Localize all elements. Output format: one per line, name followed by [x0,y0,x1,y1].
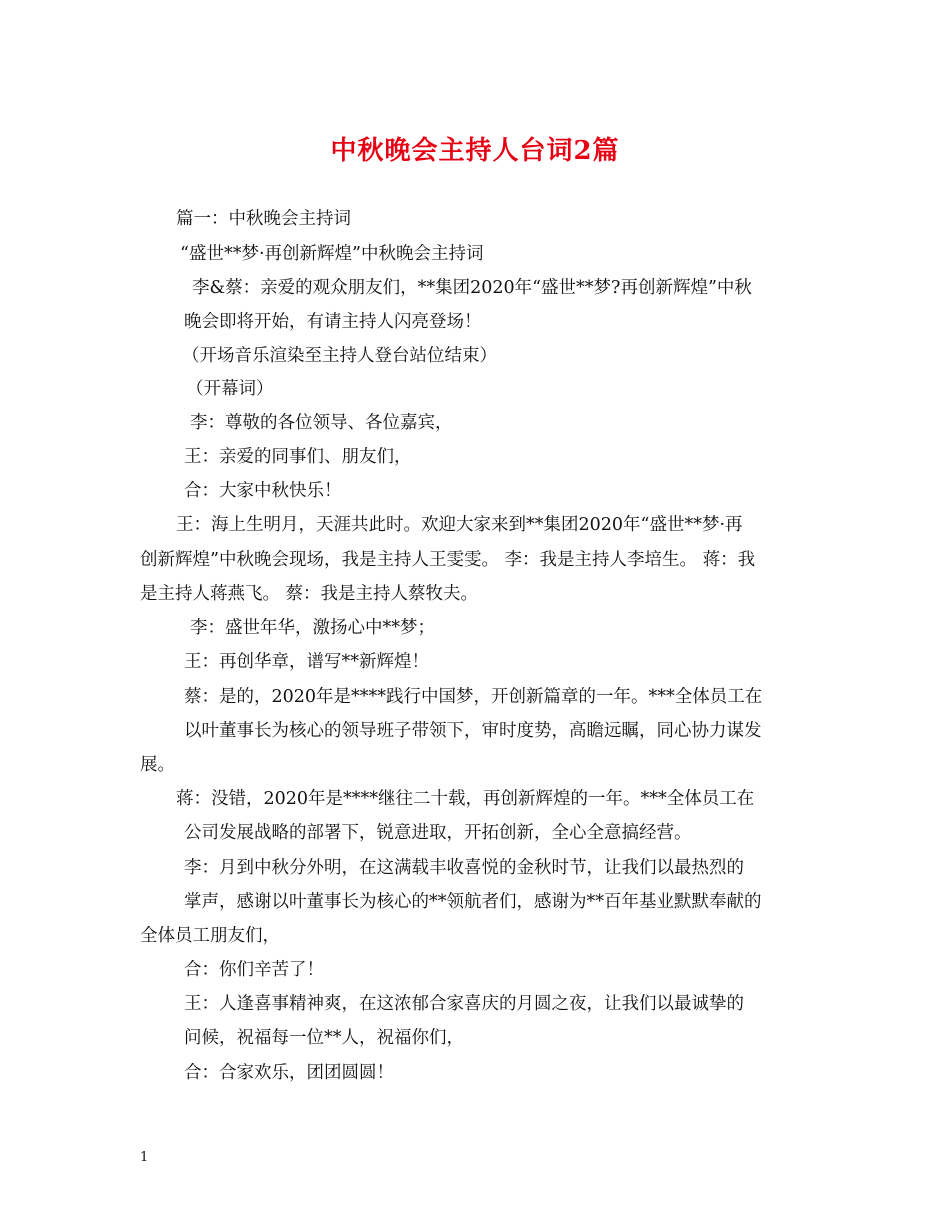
body-line: 合：大家中秋快乐！ [184,481,342,501]
body-line: 掌声，感谢以叶董事长为核心的**领航者们，感谢为**百年基业默默奉献的 [184,892,762,912]
body-line: 王：人逢喜事精神爽，在这浓郁合家喜庆的月圆之夜，让我们以最诚挚的 [184,994,744,1014]
body-line: 李&蔡：亲爱的观众朋友们，**集团2020年“盛世**梦?再创新辉煌”中秋 [192,278,752,298]
body-line: 晚会即将开始，有请主持人闪亮登场！ [184,312,482,332]
body-line: 李：月到中秋分外明，在这满载丰收喜悦的金秋时节，让我们以最热烈的 [184,858,744,878]
body-line: 公司发展战略的部署下，锐意进取，开拓创新，全心全意搞经营。 [184,823,692,843]
body-line: 王：再创华章，谱写**新辉煌！ [184,652,429,672]
body-line: （开幕词） [186,379,274,399]
body-line: 蒋：没错，2020年是****继往二十载，再创新辉煌的一年。***全体员工在 [176,789,755,809]
body-line: 展。 [140,755,175,775]
body-line: 李：尊敬的各位领导、各位嘉宾， [190,413,453,433]
body-line: 王：海上生明月，天涯共此时。欢迎大家来到**集团2020年“盛世**梦·再 [176,515,743,535]
body-line: 合：合家欢乐，团团圆圆！ [184,1063,394,1083]
body-line: 李：盛世年华，激扬心中**梦； [190,618,435,638]
body-line: 蔡：是的，2020年是****践行中国梦，开创新篇章的一年。***全体员工在 [184,687,763,707]
body-line: （开场音乐渲染至主持人登台站位结束） [182,346,497,366]
body-line: 全体员工朋友们， [140,926,280,946]
body-line: 以叶董事长为核心的领导班子带领下，审时度势，高瞻远瞩，同心协力谋发 [184,721,762,741]
body-line: 是主持人蒋燕飞。 蔡：我是主持人蔡牧夫。 [140,584,479,604]
document-title: 中秋晚会主持人台词2篇 [330,136,620,166]
body-line: 篇一：中秋晚会主持词 [176,209,351,229]
body-line: 创新辉煌”中秋晚会现场，我是主持人王雯雯。 李：我是主持人李培生。 蒋：我 [140,550,756,570]
body-line: 王：亲爱的同事们、朋友们， [184,447,412,467]
body-line: 问候，祝福每一位**人，祝福你们， [184,1028,464,1048]
page-number: 1 [140,1150,149,1165]
body-line: “盛世**梦·再创新辉煌”中秋晚会主持词 [180,244,484,264]
body-line: 合：你们辛苦了！ [184,960,324,980]
